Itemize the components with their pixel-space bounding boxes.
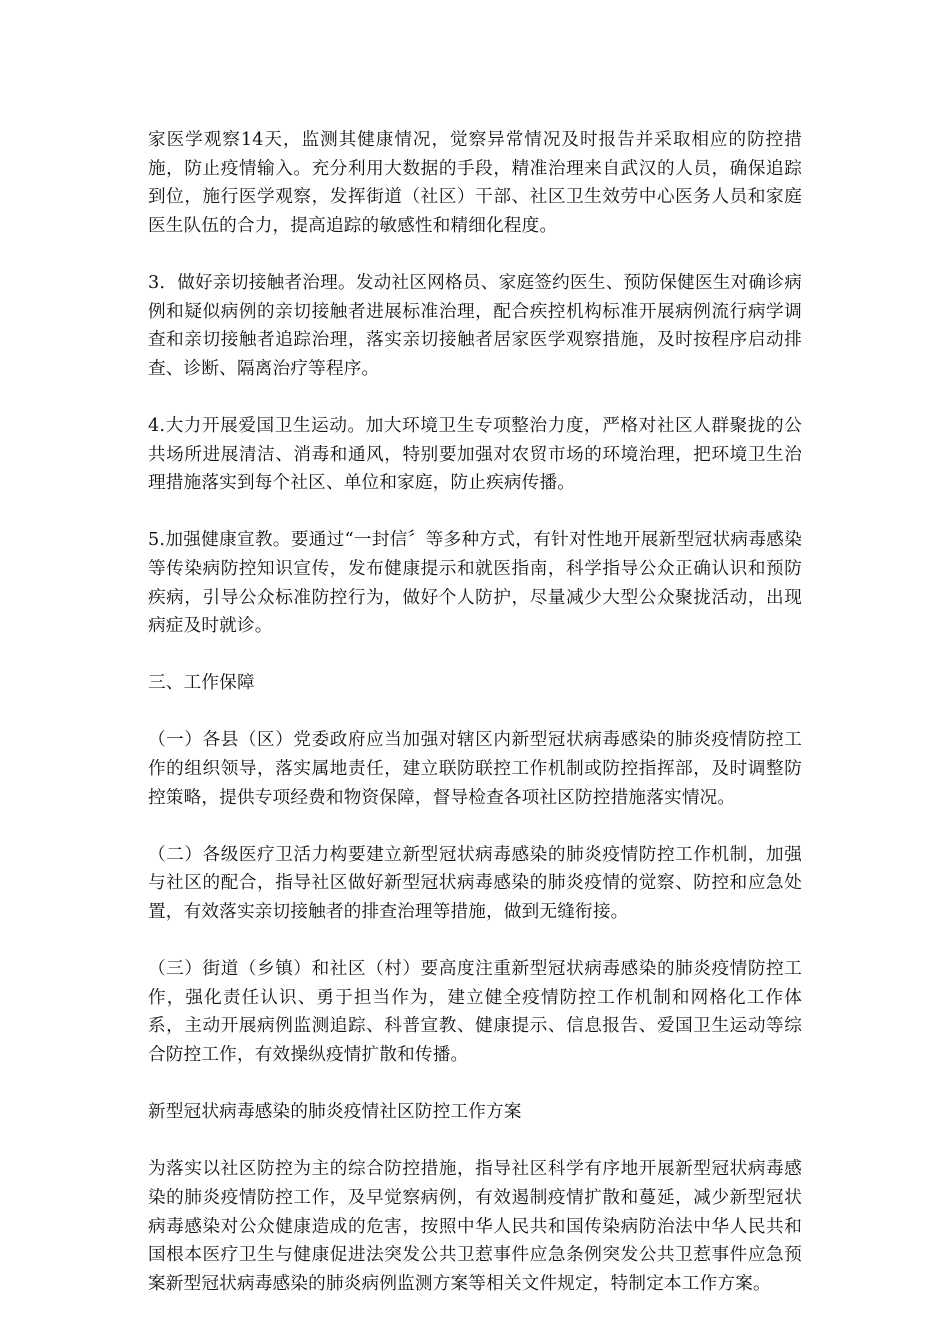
paragraph-guarantee-3: （三）街道（乡镇）和社区（村）要高度注重新型冠状病毒感染的肺炎疫情防控工作，强化责任认识、勇于担当作为，建立健全疫情防控工作机制和网格化工作体系，主动开展病例监测追踪、科普宣教、健康提示、信息报告、爱国卫生运动等综合防控工作，有效操纵疫情扩散和传播。 — [148, 959, 802, 1065]
paragraph-close-contact-management: 3．做好亲切接触者治理。发动社区网格员、家庭签约医生、预防保健医生对确诊病例和疑似病例的亲切接触者进展标准治理，配合疾控机构标准开展病例流行病学调查和亲切接触者追踪治理，落实亲切接触者居家医学观察措施，及时按程序启动排查、诊断、隔离治疗等程序。 — [148, 272, 802, 379]
document-title: 新型冠状病毒感染的肺炎疫情社区防控工作方案 — [148, 1102, 522, 1123]
paragraph-guarantee-1: （一）各县（区）党委政府应当加强对辖区内新型冠状病毒感染的肺炎疫情防控工作的组织领导，落实属地责任，建立联防联控工作机制或防控指挥部，及时调整防控策略，提供专项经费和物资保障，督导检查各项社区防控措施落实情况。 — [148, 730, 802, 808]
paragraph-patriotic-health-campaign: 4.大力开展爱国卫生运动。加大环境卫生专项整治力度，严格对社区人群聚拢的公共场所进展清洁、消毒和通风，特别要加强对农贸市场的环境治理，把环境卫生治理措施落实到每个社区、单位和家庭，防止疾病传播。 — [148, 415, 802, 494]
document-page — [148, 126, 802, 1327]
paragraph-introduction: 为落实以社区防控为主的综合防控措施，指导社区科学有序地开展新型冠状病毒感染的肺炎疫情防控工作，及早觉察病例，有效遏制疫情扩散和蔓延，减少新型冠状病毒感染对公众健康造成的危害，按照中华人民共和国传染病防治法中华人民共和国根本医疗卫生与健康促进法突发公共卫惹事件应急条例突发公共卫惹事件应急预案新型冠状病毒感染的肺炎病例监测方案等相关文件规定，特制定本工作方案。 — [148, 1159, 802, 1294]
paragraph-medical-observation: 家医学观察14天，监测其健康情况，觉察异常情况及时报告并采取相应的防控措施，防止疫情输入。充分利用大数据的手段，精准治理来自武汉的人员，确保追踪到位，施行医学观察，发挥街道（社区）干部、社区卫生效劳中心医务人员和家庭医生队伍的合力，提高追踪的敏感性和精细化程度。 — [148, 130, 802, 236]
paragraph-health-education: 5.加强健康宣教。要通过“一封信〞等多种方式，有针对性地开展新型冠状病毒感染等传染病防控知识宣传，发布健康提示和就医指南，科学指导公众正确认识和预防疾病，引导公众标准防控行为，做好个人防护，尽量减少大型公众聚拢活动，出现病症及时就诊。 — [148, 530, 802, 637]
paragraph-guarantee-2: （二）各级医疗卫活力构要建立新型冠状病毒感染的肺炎疫情防控工作机制，加强与社区的配合，指导社区做好新型冠状病毒感染的肺炎疫情的觉察、防控和应急处置，有效落实亲切接触者的排查治理等措施，做到无缝衔接。 — [148, 844, 802, 923]
section-heading-work-guarantee: 三、工作保障 — [148, 673, 255, 694]
